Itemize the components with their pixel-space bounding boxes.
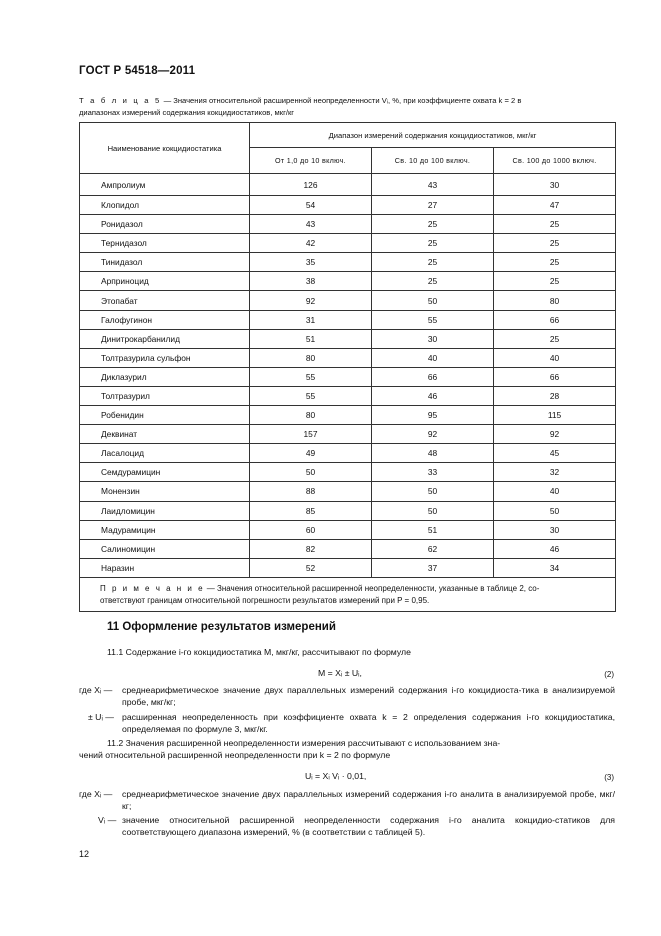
row-value-cell: 54 [250,196,372,215]
page-number: 12 [79,849,90,859]
row-value-cell: 25 [494,329,616,348]
row-value-cell: 50 [494,501,616,520]
row-value-cell: 92 [372,425,494,444]
row-value-cell: 38 [250,272,372,291]
formula-2-number: (2) [604,670,614,679]
section-title: 11 Оформление результатов измерений [107,621,336,633]
row-value-cell: 88 [250,482,372,501]
row-name-cell: Ронидазол [80,215,250,234]
definition-4-text: значение относительной расширенной неопределенности содержания i-го аналита кокцидио-статиков для соответствующего диапазона измерений, % (в соответствии с таблицей 5). [122,815,615,837]
row-name-cell: Робенидин [80,406,250,425]
row-value-cell: 30 [494,174,616,196]
row-name-cell: Лаидломицин [80,501,250,520]
row-value-cell: 43 [250,215,372,234]
row-name-cell: Салиномицин [80,539,250,558]
row-value-cell: 35 [250,253,372,272]
row-value-cell: 40 [494,482,616,501]
table-row [80,520,616,539]
row-value-cell: 48 [372,444,494,463]
note-line2: ответствуют границам относительной погрешности результатов измерений при P = 0,95. [100,595,430,605]
row-value-cell: 25 [494,215,616,234]
row-value-cell: 51 [372,520,494,539]
table-row [80,482,616,501]
row-value-cell: 85 [250,501,372,520]
row-value-cell: 50 [372,291,494,310]
table-row [80,348,616,367]
table-row [80,425,616,444]
range-header-3: Св. 100 до 1000 включ. [494,148,616,174]
row-name-cell: Ласалоцид [80,444,250,463]
row-name-cell: Тернидазол [80,234,250,253]
table-caption-label: Т а б л и ц а 5 [79,96,162,105]
row-name-cell: Тинидазол [80,253,250,272]
row-name-cell: Арпринoцид [80,272,250,291]
row-value-cell: 82 [250,539,372,558]
row-name-cell: Этопабат [80,291,250,310]
row-value-cell: 30 [372,329,494,348]
row-value-cell: 46 [372,386,494,405]
row-name-cell: Наразин [80,558,250,577]
table-row [80,406,616,425]
row-name-cell: Динитрокарбанилид [80,329,250,348]
table-row [80,444,616,463]
row-name-cell: Монензин [80,482,250,501]
row-value-cell: 92 [494,425,616,444]
definition-2-term: ± Uᵢ — [88,712,114,722]
note-line1: — Значения относительной расширенной неопределенности, указанные в таблице 2, со- [204,583,540,593]
table-row [80,215,616,234]
formula-2: M = Xᵢ ± Uᵢ, [318,668,362,678]
paragraph-11-1: 11.1 Содержание i-го кокцидиостатика M, мкг/кг, рассчитывают по формуле [107,647,411,657]
definition-3-text: среднеарифметическое значение двух параллельных измерений содержания i-го аналита в анализируемой пробе, мкг/кг; [122,789,615,811]
row-value-cell: 52 [250,558,372,577]
row-value-cell: 49 [250,444,372,463]
table-row [80,463,616,482]
row-value-cell: 25 [372,234,494,253]
table-row [80,539,616,558]
row-value-cell: 95 [372,406,494,425]
row-value-cell: 27 [372,196,494,215]
row-value-cell: 25 [494,234,616,253]
table-body [80,174,616,578]
row-value-cell: 37 [372,558,494,577]
row-value-cell: 40 [494,348,616,367]
paragraph-11-2-line2: чений относительной расширенной неопределенности при k = 2 по формуле [79,750,391,760]
row-name-cell: Галофугинон [80,310,250,329]
row-value-cell: 32 [494,463,616,482]
table-row [80,234,616,253]
col-name-header: Наименование кокцидиостатика [80,123,250,174]
row-value-cell: 25 [372,215,494,234]
row-value-cell: 157 [250,425,372,444]
row-value-cell: 25 [494,253,616,272]
table-caption-text: — Значения относительной расширенной неопределенности Vᵢ, %, при коэффициенте охвата k = 2 в [161,96,522,105]
table-row [80,196,616,215]
table-row [80,291,616,310]
row-value-cell: 42 [250,234,372,253]
table-row [80,329,616,348]
row-name-cell: Толтразурил [80,386,250,405]
range-header-1: От 1,0 до 10 включ. [250,148,372,174]
table-row [80,174,616,196]
row-value-cell: 62 [372,539,494,558]
table-row [80,558,616,577]
uncertainty-table [79,122,616,612]
definition-4-term: Vᵢ — [98,815,117,825]
row-value-cell: 50 [372,501,494,520]
definition-1-text: среднеарифметическое значение двух параллельных измерений содержания i-го кокцидиоста-тика в анализируемой пробе, мкг/кг; [122,685,615,707]
row-value-cell: 92 [250,291,372,310]
row-value-cell: 66 [372,367,494,386]
row-value-cell: 126 [250,174,372,196]
row-value-cell: 55 [372,310,494,329]
table-row [80,501,616,520]
table-row [80,386,616,405]
row-value-cell: 30 [494,520,616,539]
table-row [80,310,616,329]
definition-2-text: расширенная неопределенность при коэффициенте охвата k = 2 определения содержания i-го кокцидиостатика, определяемая по формуле 3, мкг/кг. [122,712,615,734]
row-name-cell: Деквинат [80,425,250,444]
table-row [80,253,616,272]
row-value-cell: 28 [494,386,616,405]
row-value-cell: 80 [250,348,372,367]
row-value-cell: 47 [494,196,616,215]
note-label: П р и м е ч а н и е [100,583,205,593]
row-value-cell: 33 [372,463,494,482]
ranges-header: Диапазон измерений содержания кокцидиостатиков, мкг/кг [250,123,616,148]
range-header-2: Св. 10 до 100 включ. [372,148,494,174]
row-value-cell: 80 [250,406,372,425]
row-name-cell: Ампролиум [80,174,250,196]
row-value-cell: 43 [372,174,494,196]
row-value-cell: 46 [494,539,616,558]
table-row [80,272,616,291]
row-value-cell: 50 [250,463,372,482]
row-value-cell: 34 [494,558,616,577]
table-note [80,577,616,611]
row-value-cell: 60 [250,520,372,539]
definition-1-term: где Xᵢ — [79,685,113,695]
row-value-cell: 66 [494,310,616,329]
paragraph-11-2-line1: 11.2 Значения расширенной неопределенности измерения рассчитывают с использованием зна- [107,738,501,748]
row-name-cell: Толтразурила сульфон [80,348,250,367]
formula-3-number: (3) [604,773,614,782]
row-value-cell: 51 [250,329,372,348]
row-value-cell: 80 [494,291,616,310]
row-value-cell: 55 [250,386,372,405]
table-caption-line2: диапазонах измерений содержания кокцидиостатиков, мкг/кг [79,108,295,117]
row-name-cell: Диклазурил [80,367,250,386]
row-value-cell: 45 [494,444,616,463]
row-value-cell: 115 [494,406,616,425]
row-value-cell: 25 [372,272,494,291]
row-name-cell: Мадурамицин [80,520,250,539]
table-row [80,367,616,386]
page-header: ГОСТ Р 54518—2011 [79,65,196,77]
row-value-cell: 66 [494,367,616,386]
table-caption-line1 [79,96,521,105]
row-name-cell: Клопидол [80,196,250,215]
row-value-cell: 50 [372,482,494,501]
row-value-cell: 25 [372,253,494,272]
formula-3: Uᵢ = Xᵢ Vᵢ · 0,01, [305,771,367,781]
definition-3-term: где Xᵢ — [79,789,113,799]
row-value-cell: 55 [250,367,372,386]
row-value-cell: 40 [372,348,494,367]
row-name-cell: Семдурамицин [80,463,250,482]
row-value-cell: 25 [494,272,616,291]
row-value-cell: 31 [250,310,372,329]
